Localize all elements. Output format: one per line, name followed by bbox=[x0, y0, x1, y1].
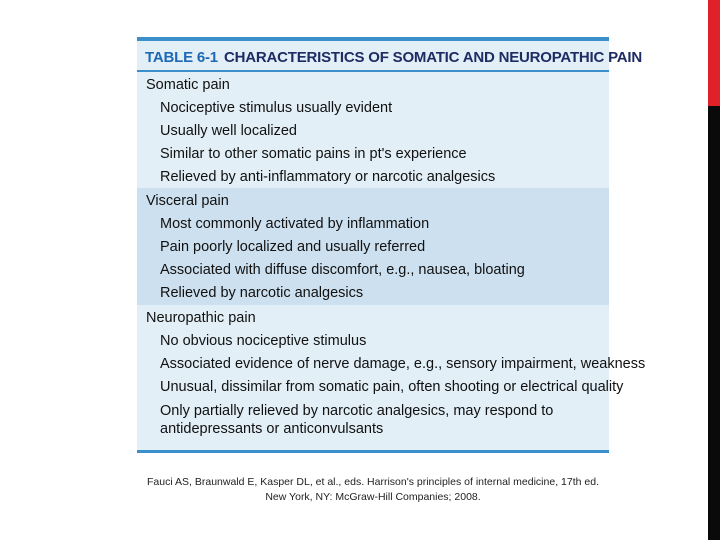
list-item: Similar to other somatic pains in pt's experience bbox=[160, 146, 467, 162]
list-item: Associated with diffuse discomfort, e.g., nausea, bloating bbox=[160, 262, 525, 278]
list-item: Usually well localized bbox=[160, 123, 297, 139]
list-item: Relieved by narcotic analgesics bbox=[160, 285, 364, 301]
citation-line: Fauci AS, Braunwald E, Kasper DL, et al., eds. Harrison's principles of internal medicine, 17th ed. bbox=[147, 476, 599, 488]
list-item: Only partially relieved by narcotic analgesics, may respond to antidepressants or anticonvulsants bbox=[160, 403, 554, 437]
section-somatic-pain bbox=[137, 72, 609, 188]
source-citation bbox=[120, 475, 626, 505]
table-title-text: CHARACTERISTICS OF SOMATIC AND NEUROPATHIC PAIN bbox=[223, 49, 643, 66]
section-neuropathic-pain bbox=[137, 305, 646, 450]
list-item: No obvious nociceptive stimulus bbox=[160, 333, 367, 349]
list-item: Relieved by anti-inflammatory or narcotic analgesics bbox=[160, 169, 496, 185]
citation-line: New York, NY: McGraw-Hill Companies; 2008. bbox=[265, 491, 481, 503]
section-heading: Somatic pain bbox=[146, 77, 230, 93]
list-item: Most commonly activated by inflammation bbox=[160, 216, 430, 232]
section-heading: Visceral pain bbox=[146, 193, 229, 209]
side-accent-bar-black bbox=[708, 106, 720, 540]
pain-characteristics-table bbox=[137, 37, 646, 453]
list-item: Associated evidence of nerve damage, e.g., sensory impairment, weakness bbox=[160, 356, 646, 372]
list-item: Pain poorly localized and usually referred bbox=[160, 239, 426, 255]
table-title bbox=[137, 41, 643, 72]
section-visceral-pain bbox=[137, 188, 609, 305]
section-heading: Neuropathic pain bbox=[146, 310, 256, 326]
list-item: Nociceptive stimulus usually evident bbox=[160, 100, 393, 116]
table-number: TABLE 6-1 bbox=[145, 49, 218, 66]
side-accent-bar-red bbox=[708, 0, 720, 106]
list-item: Unusual, dissimilar from somatic pain, often shooting or electrical quality bbox=[160, 379, 624, 395]
